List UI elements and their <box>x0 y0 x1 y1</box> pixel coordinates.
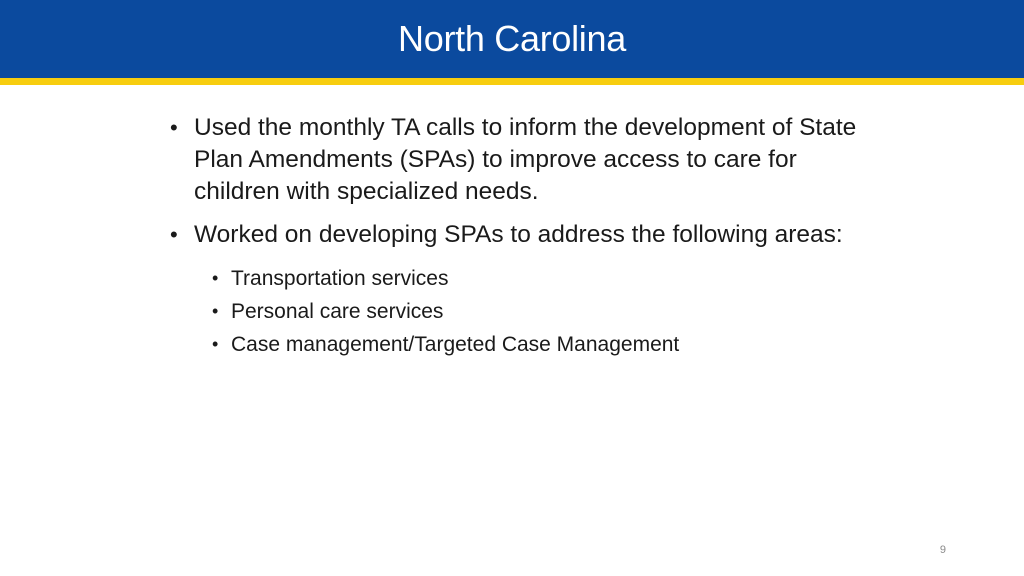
page-number: 9 <box>939 544 946 556</box>
bullet-dot-icon: • <box>170 115 178 140</box>
sub-bullet-list <box>212 262 870 361</box>
bullet-dot-icon: • <box>170 222 178 247</box>
sub-bullet-text: Personal care services <box>231 300 444 323</box>
bullet-dot-icon: • <box>212 301 219 321</box>
sub-bullet-text: Case management/Targeted Case Management <box>231 333 680 356</box>
sub-bullet-item <box>212 262 870 295</box>
accent-stripe <box>0 78 1024 85</box>
sub-bullet-item <box>212 328 870 361</box>
sub-bullet-item <box>212 295 870 328</box>
slide-body <box>170 112 870 361</box>
bullet-item <box>170 219 870 251</box>
bullet-dot-icon: • <box>212 268 219 288</box>
bullet-text: Used the monthly TA calls to inform the development of State Plan Amendments (SPAs) to improve access to care for children with specialized needs. <box>194 114 857 205</box>
slide-title: North Carolina <box>398 18 626 59</box>
bullet-text: Worked on developing SPAs to address the following areas: <box>194 221 843 248</box>
bullet-dot-icon: • <box>212 334 219 354</box>
bullet-item <box>170 112 870 208</box>
sub-bullet-text: Transportation services <box>231 267 449 290</box>
